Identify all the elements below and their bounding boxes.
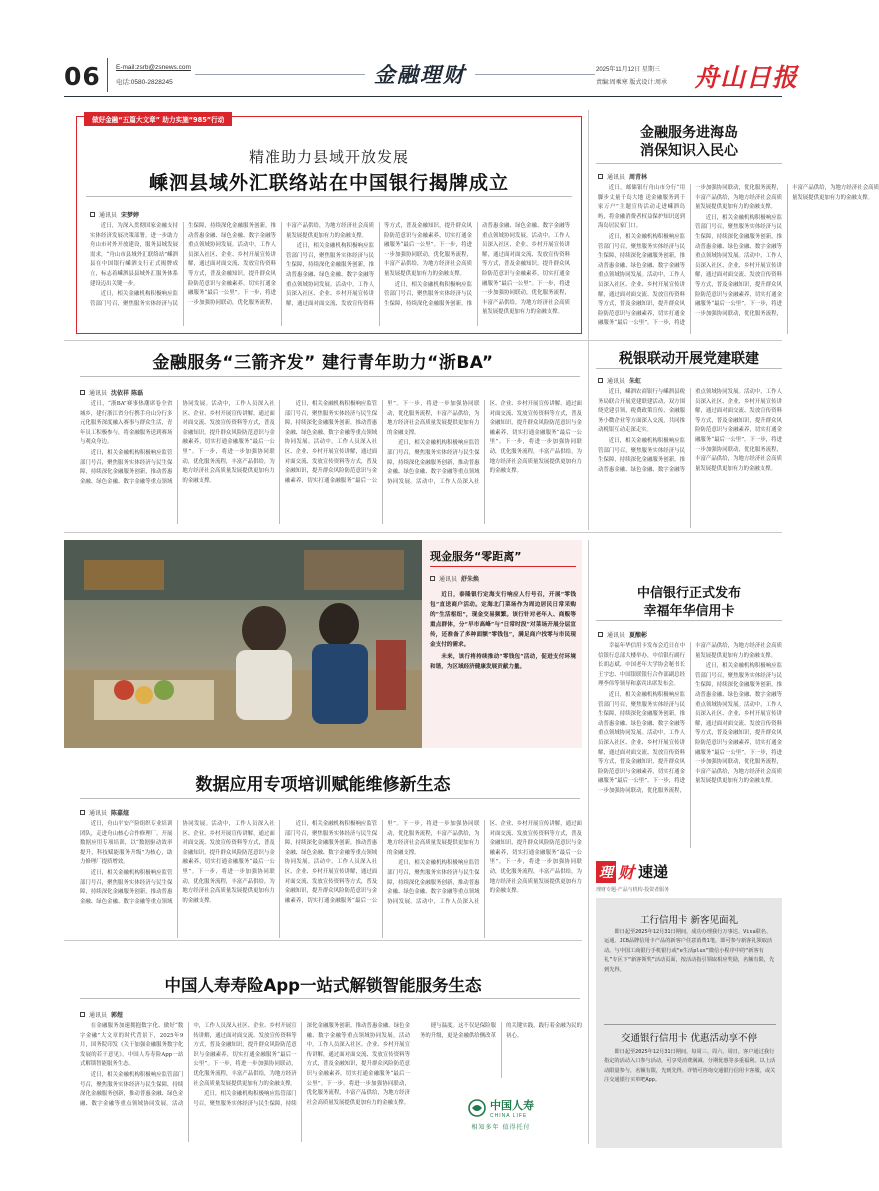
china-life-name: 中国人寿 xyxy=(490,1099,534,1112)
tax-headline: 税银联动开展党建联建 xyxy=(619,351,759,367)
card-byline: 通讯员 夏酿彬 xyxy=(598,630,647,639)
island-byline: 通讯员 周青林 xyxy=(598,172,647,181)
cash-body: 近日，泰隆银行定海支行响应人行号召，开展“零钱包”直送商户活动。定海北门菜场作为周边居民日常采购的“生活枢纽”，现金交易频繁。该行针对老年人、商贩等重点群体，分“早市高峰”与“日常时段”对菜场开展分层宣传，还准备了多种面额“零钱包”，满足商户找零与市民现金支付的需求。 未来，该行将持续推动“零钱包”活动，促进支付环境和谐，为区域经济健康发展贡献力量。 xyxy=(430,592,576,670)
app-body-right: 捷与温度。这不仅是保险服务的升级，更是金融供给侧改革的关键实践，践行着金融为民的初心。 xyxy=(420,1023,582,1039)
zheba-byline: 通讯员 沈依祥 陈磊 xyxy=(80,388,143,397)
data-byline: 通讯员 陈嘉煊 xyxy=(80,808,129,817)
app-byline: 通讯员 郭煜 xyxy=(80,1010,123,1019)
card-headline-2: 幸福年华信用卡 xyxy=(643,604,735,619)
editors-credit: 责编:周乘寒 版式设计:周承 xyxy=(596,80,668,86)
market-photo-illustration xyxy=(64,540,422,748)
island-headline-2: 消保知识入民心 xyxy=(640,143,738,159)
main-headline: 嵊泗县域外汇联络站在中国银行揭牌成立 xyxy=(148,172,509,194)
tax-byline: 通讯员 朱虹 xyxy=(598,376,641,385)
masthead-logo: 舟山日报 xyxy=(694,63,799,92)
zheba-headline: 金融服务“三箭齐发” 建行青年助力“浙BA” xyxy=(152,353,494,373)
china-life-ad xyxy=(420,1086,582,1142)
issue-date: 2025年11月12日 星期三 xyxy=(596,67,660,73)
card-body: 幸福年华信用卡发布会近日在中信银行总部大楼举办，中信银行副行长胡志斌、中国老年大学协会秘书长王宇忠、中国银联银行合作部副总经理李伟等领导和嘉宾出席发布会。 近日，相关金融机构积极响应监管部门号召，聚焦服务实体经济与民生保障，持续深化金融服务创新，推动普惠金融、绿色金融、数字金融等重点领域协同发展。活动中，工作人员深入社区、企业、乡村开展宣传讲解，通过面对面交流、发放宣传资料等方式，普及金融知识，提升群众风险防范意识与金融素养，切实打通金融服务“最后一公里”。下一步，将进一步加强协同联动，优化服务流程，丰富产品供给，为地方经济社会高质量发展提供更加有力的金融支撑。 近日，相关金融机构积极响应监管部门号召，聚焦服务实体经济与民生保障，持续深化金融服务创新，推动普惠金融、绿色金融、数字金融等重点领域协同发展。活动中，工作人员深入社区、企业、乡村开展宣传讲解，通过面对面交流、发放宣传资料等方式，普及金融知识，提升群众风险防范意识与金融素养，切实打通金融服务“最后一公里”。下一步，将进一步加强协同联动，优化服务流程，丰富产品供给，为地方经济社会高质量发展提供更加有力的金融支撑。 xyxy=(598,643,782,794)
island-headline-1: 金融服务进海岛 xyxy=(640,125,738,141)
data-body: 近日，舟山平安产险组织专业培训团队，走进舟山核心合作修理厂，开展数据应用专项培训，以“数据驱动效率提升，科技赋能服务升级”为核心，助力修理厂提质增效。 近日，相关金融机构积极响应监管部门号召，聚焦服务实体经济与民生保障，持续深化金融服务创新，推动普惠金融、绿色金融、数字金融等重点领域协同发展。活动中，工作人员深入社区、企业、乡村开展宣传讲解，通过面对面交流、发放宣传资料等方式，普及金融知识，提升群众风险防范意识与金融素养，切实打通金融服务“最后一公里”。下一步，将进一步加强协同联动，优化服务流程，丰富产品供给，为地方经济社会高质量发展提供更加有力的金融支撑。 近日，相关金融机构积极响应监管部门号召，聚焦服务实体经济与民生保障，持续深化金融服务创新，推动普惠金融、绿色金融、数字金融等重点领域协同发展。活动中，工作人员深入社区、企业、乡村开展宣传讲解，通过面对面交流、发放宣传资料等方式，普及金融知识，提升群众风险防范意识与金融素养，切实打通金融服务“最后一公里”。下一步，将进一步加强协同联动，优化服务流程，丰富产品供给，为地方经济社会高质量发展提供更加有力的金融支撑。 近日，相关金融机构积极响应监管部门号召，聚焦服务实体经济与民生保障，持续深化金融服务创新，推动普惠金融、绿色金融、数字金融等重点领域协同发展。活动中，工作人员深入社区、企业、乡村开展宣传讲解，通过面对面交流、发放宣传资料等方式，普及金融知识，提升群众风险防范意识与金融素养，切实打通金融服务“最后一公里”。下一步，将进一步加强协同联动，优化服务流程，丰富产品供给，为地方经济社会高质量发展提供更加有力的金融支撑。 xyxy=(80,821,582,905)
filler-paragraph: 近日，相关金融机构积极响应监管部门号召，聚焦服务实体经济与民生保障，持续深化金融服务创新，推动普惠金融、绿色金融、数字金融等重点领域协同发展。活动中，工作人员深入社区、企业、乡村开展宣传讲解，通过面对面交流、发放宣传资料等方式，普及金融知识，提升群众风险防范意识与金融素养，切实打通金融服务“最后一公里”。下一步，将进一步加强协同联动，优化服务流程，丰富产品供给，为地方经济社会高质量发展提供更加有力的金融支撑。 xyxy=(90,223,374,307)
express-item1-text: 即日起至2025年12月31日期间，成功办理我行万事达、Visa联名、运通、JCB品牌信用卡产品的新客户任意消费1笔，即可参与新客礼领取活动。与中国工商银行手机银行或“e生活plus”微信小程序中的“新客有礼”专区下“新客领奖”活动页面，按活动指引领取相应奖励，名额有限，先到先得。 xyxy=(604,929,775,973)
tax-body: 近日，嵊泗农商银行与嵊泗县税务局联合开展党建联建活动，双方围绕党建引领、税费政策宣传、金融服务小微企业等方面深入交流，共同推动税银互动走深走实。 近日，相关金融机构积极响应监管部门号召，聚焦服务实体经济与民生保障，持续深化金融服务创新，推动普惠金融、绿色金融、数字金融等重点领域协同发展。活动中，工作人员深入社区、企业、乡村开展宣传讲解，通过面对面交流、发放宣传资料等方式，普及金融知识，提升群众风险防范意识与金融素养，切实打通金融服务“最后一公里”。下一步，将进一步加强协同联动，优化服务流程，丰富产品供给，为地方经济社会高质量发展提供更加有力的金融支撑。 xyxy=(598,389,782,473)
zheba-body: 近日，“浙BA”赛事热潮席卷全省城乡，建行浙江省分行携手舟山分行多元化服务深度融入赛事与群众生活，青年员工积极参与，将金融服务送到赛场与观众身边。 近日，相关金融机构积极响应监管部门号召，聚焦服务实体经济与民生保障，持续深化金融服务创新，推动普惠金融、绿色金融、数字金融等重点领域协同发展。活动中，工作人员深入社区、企业、乡村开展宣传讲解，通过面对面交流、发放宣传资料等方式，普及金融知识，提升群众风险防范意识与金融素养，切实打通金融服务“最后一公里”。下一步，将进一步加强协同联动，优化服务流程，丰富产品供给，为地方经济社会高质量发展提供更加有力的金融支撑。 近日，相关金融机构积极响应监管部门号召，聚焦服务实体经济与民生保障，持续深化金融服务创新，推动普惠金融、绿色金融、数字金融等重点领域协同发展。活动中，工作人员深入社区、企业、乡村开展宣传讲解，通过面对面交流、发放宣传资料等方式，普及金融知识，提升群众风险防范意识与金融素养，切实打通金融服务“最后一公里”。下一步，将进一步加强协同联动，优化服务流程，丰富产品供给，为地方经济社会高质量发展提供更加有力的金融支撑。 近日，相关金融机构积极响应监管部门号召，聚焦服务实体经济与民生保障，持续深化金融服务创新，推动普惠金融、绿色金融、数字金融等重点领域协同发展。活动中，工作人员深入社区、企业、乡村开展宣传讲解，通过面对面交流、发放宣传资料等方式，普及金融知识，提升群众风险防范意识与金融素养，切实打通金融服务“最后一公里”。下一步，将进一步加强协同联动，优化服务流程，丰富产品供给，为地方经济社会高质量发展提供更加有力的金融支撑。 xyxy=(80,401,582,485)
contact-phone: 电话:0580-2828245 xyxy=(116,79,173,86)
main-body: 近日，为深入贯彻国家金融支持实体经济发展决策部署，进一步助力舟山市对外开放建设，服务县域发展需求，“舟山市县域外汇联络站”嵊泗县在中国银行嵊泗支行正式揭牌成立，标志着嵊泗县县域外汇服务体系建设迈出关键一步。 近日，相关金融机构积极响应监管部门号召，聚焦服务实体经济与民生保障，持续深化金融服务创新，推动普惠金融、绿色金融、数字金融等重点领域协同发展。活动中，工作人员深入社区、企业、乡村开展宣传讲解，通过面对面交流、发放宣传资料等方式，普及金融知识，提升群众风险防范意识与金融素养，切实打通金融服务“最后一公里”。下一步，将进一步加强协同联动，优化服务流程，丰富产品供给，为地方经济社会高质量发展提供更加有力的金融支撑。 近日，相关金融机构积极响应监管部门号召，聚焦服务实体经济与民生保障，持续深化金融服务创新，推动普惠金融、绿色金融、数字金融等重点领域协同发展。活动中，工作人员深入社区、企业、乡村开展宣传讲解，通过面对面交流、发放宣传资料等方式，普及金融知识，提升群众风险防范意识与金融素养，切实打通金融服务“最后一公里”。下一步，将进一步加强协同联动，优化服务流程，丰富产品供给，为地方经济社会高质量发展提供更加有力的金融支撑。 近日，相关金融机构积极响应监管部门号召，聚焦服务实体经济与民生保障，持续深化金融服务创新，推动普惠金融、绿色金融、数字金融等重点领域协同发展。活动中，工作人员深入社区、企业、乡村开展宣传讲解，通过面对面交流、发放宣传资料等方式，普及金融知识，提升群众风险防范意识与金融素养，切实打通金融服务“最后一公里”。下一步，将进一步加强协同联动，优化服务流程，丰富产品供给，为地方经济社会高质量发展提供更加有力的金融支撑。 xyxy=(90,222,570,326)
main-byline: 通讯员 宋梦婷 xyxy=(90,210,139,219)
main-kicker: 精准助力县域开放发展 xyxy=(248,148,409,166)
china-life-name-en: CHINA LIFE xyxy=(490,1113,528,1119)
contact-email: E-mail:zsrb@zsnews.com xyxy=(116,64,191,71)
china-life-slogan: 相知多年 值得托付 xyxy=(471,1124,531,1131)
data-headline: 数据应用专项培训赋能维修新生态 xyxy=(195,775,451,795)
island-body: 近日，邮储银行舟山市分行“用脚步丈量千岛大地 送金融服务到千家万户”主题宣传活动走进嵊泗岛屿，将金融消费者权益保护知识送到海岛居民家门口。 近日，相关金融机构积极响应监管部门号召，聚焦服务实体经济与民生保障，持续深化金融服务创新，推动普惠金融、绿色金融、数字金融等重点领域协同发展。活动中，工作人员深入社区、企业、乡村开展宣传讲解，通过面对面交流、发放宣传资料等方式，普及金融知识，提升群众风险防范意识与金融素养，切实打通金融服务“最后一公里”。下一步，将进一步加强协同联动，优化服务流程，丰富产品供给，为地方经济社会高质量发展提供更加有力的金融支撑。 近日，相关金融机构积极响应监管部门号召，聚焦服务实体经济与民生保障，持续深化金融服务创新，推动普惠金融、绿色金融、数字金融等重点领域协同发展。活动中，工作人员深入社区、企业、乡村开展宣传讲解，通过面对面交流、发放宣传资料等方式，普及金融知识，提升群众风险防范意识与金融素养，切实打通金融服务“最后一公里”。下一步，将进一步加强协同联动，优化服务流程，丰富产品供给，为地方经济社会高质量发展提供更加有力的金融支撑。 xyxy=(598,185,879,327)
app-body-left: 在金融服务加速拥抱数字化、做好“数字金融”大文章的时代背景下，2025年9月，国务院印发《关于加强金融服务数字化发展的若干意见》，中国人寿寿险App一站式解锁智能服务生态。 近日，相关金融机构积极响应监管部门号召，聚焦服务实体经济与民生保障，持续深化金融服务创新，推动普惠金融、绿色金融、数字金融等重点领域协同发展。活动中，工作人员深入社区、企业、乡村开展宣传讲解，通过面对面交流、发放宣传资料等方式，普及金融知识，提升群众风险防范意识与金融素养，切实打通金融服务“最后一公里”。下一步，将进一步加强协同联动，优化服务流程，丰富产品供给，为地方经济社会高质量发展提供更加有力的金融支撑。 近日，相关金融机构积极响应监管部门号召，聚焦服务实体经济与民生保障，持续深化金融服务创新，推动普惠金融、绿色金融、数字金融等重点领域协同发展。活动中，工作人员深入社区、企业、乡村开展宣传讲解，通过面对面交流、发放宣传资料等方式，普及金融知识，提升群众风险防范意识与金融素养，切实打通金融服务“最后一公里”。下一步，将进一步加强协同联动，优化服务流程，丰富产品供给，为地方经济社会高质量发展提供更加有力的金融支撑。 xyxy=(80,1023,410,1107)
express-logo: 理 财 速递 xyxy=(596,860,668,883)
cash-byline: 通讯员 舒朱焕 xyxy=(430,574,479,583)
express-tagline: 理财专题·产品与机构·投资者服务 xyxy=(596,887,670,893)
topic-banner: 做好金融“五篇大文章” 助力实施“985”行动 xyxy=(84,112,232,126)
card-headline-1: 中信银行正式发布 xyxy=(636,586,741,601)
cash-headline: 现金服务“零距离” xyxy=(430,550,522,563)
market-photo xyxy=(64,540,422,748)
china-life-logo-icon xyxy=(468,1099,486,1117)
express-item1-title: 工行信用卡 新客见面礼 xyxy=(639,915,739,926)
express-item2-title: 交通银行信用卡 优惠活动享不停 xyxy=(620,1033,758,1044)
page-number: 06 xyxy=(64,62,101,91)
app-headline: 中国人寿寿险App一站式解锁智能服务生态 xyxy=(164,976,482,995)
section-title: 金融理财 xyxy=(374,62,466,87)
express-item2-text: 即日起至2025年12月31日期间，每周三、周六、周日，客户通过我行指定的活动入口参与活动，可享受消费满减、分期优惠等多重福利。以上活动限量参与，名额有限，先到先得。详情可咨询交通银行信用卡客服，或关注交通银行买单吧App。 xyxy=(604,1049,776,1084)
